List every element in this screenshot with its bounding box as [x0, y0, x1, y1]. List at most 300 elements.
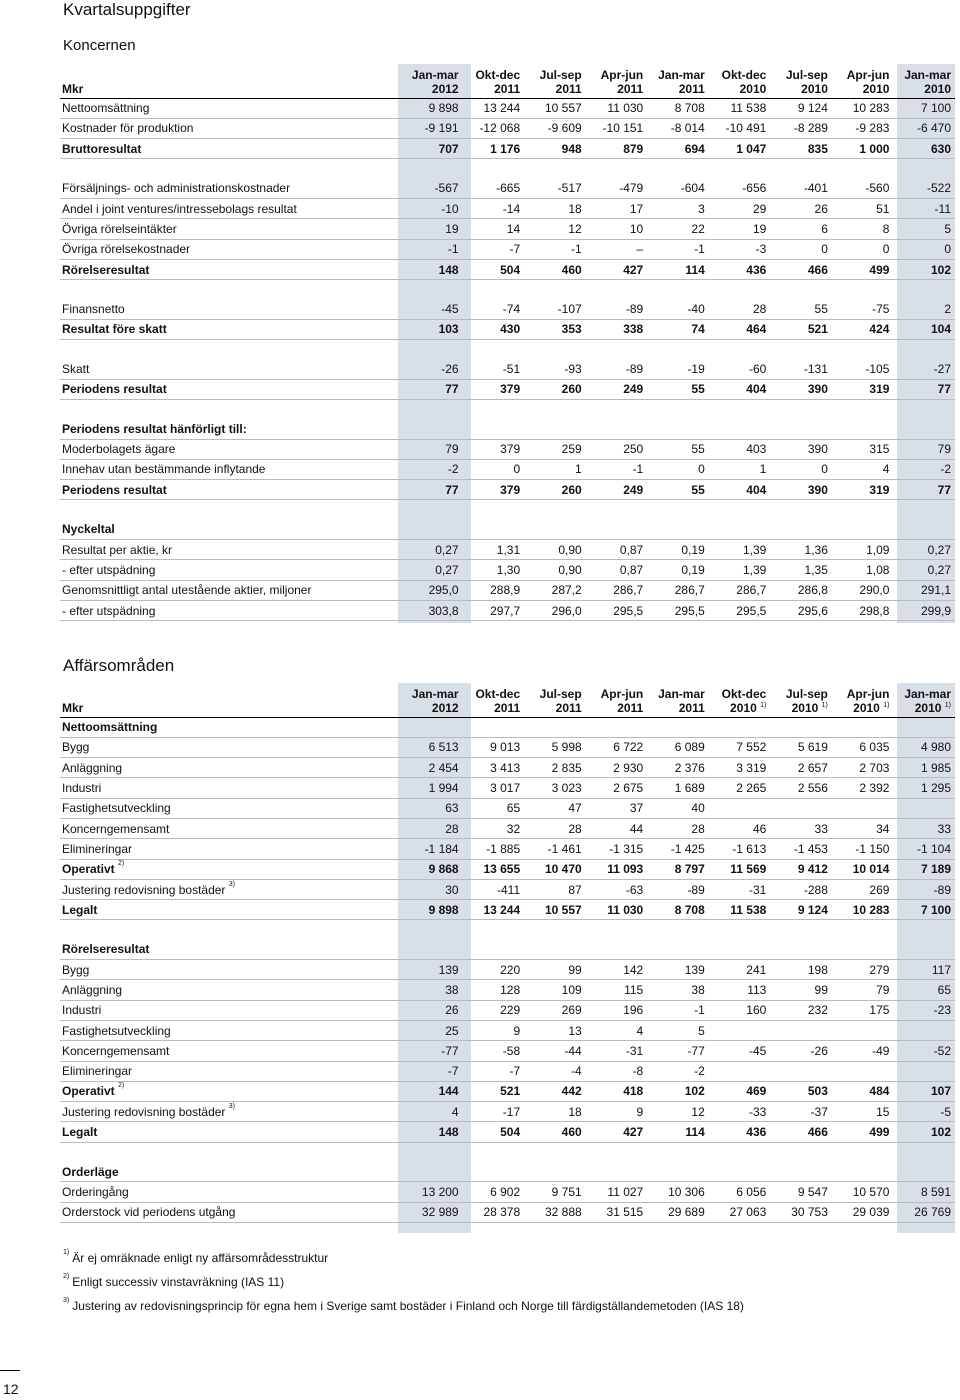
- table-cell: 11 030: [586, 900, 648, 920]
- spacer-row: [60, 280, 955, 300]
- table-cell: [832, 1061, 894, 1081]
- column-header-period: Okt-dec 2011: [463, 683, 525, 717]
- table-cell: 379: [463, 379, 525, 399]
- table-cell: 4: [832, 459, 894, 479]
- table-cell: [893, 1020, 955, 1040]
- table-cell: 0,87: [586, 540, 648, 560]
- table-cell: 299,9: [893, 600, 955, 620]
- table-cell: -45: [401, 299, 463, 319]
- table-cell: 102: [647, 1081, 709, 1101]
- footnote: [63, 1251, 328, 1265]
- row-label: Försäljnings- och administrationskostnader: [60, 179, 401, 199]
- table-cell: 1,08: [832, 560, 894, 580]
- table-cell: 286,8: [770, 580, 832, 600]
- section-title-affarsomraden: Affärsområden: [63, 656, 175, 675]
- footnote-marker: 3): [63, 1297, 70, 1304]
- table-cell: -7: [463, 1061, 525, 1081]
- table-cell: 295,5: [586, 600, 648, 620]
- table-cell: -1 184: [401, 839, 463, 859]
- table-cell: 9 868: [401, 859, 463, 879]
- footnote-marker: 2): [118, 860, 125, 868]
- table-cell: 295,6: [770, 600, 832, 620]
- section-heading-row: [60, 419, 955, 439]
- table-row: [60, 960, 955, 980]
- row-label: Moderbolagets ägare: [60, 439, 401, 459]
- table-cell: 0,19: [647, 540, 709, 560]
- table-cell: 22: [647, 219, 709, 239]
- table-cell: 9 124: [770, 98, 832, 118]
- column-header-period: Apr-jun 2010: [832, 64, 894, 98]
- row-label: Anläggning: [60, 980, 401, 1000]
- table-cell: 33: [893, 818, 955, 838]
- table-cell: [832, 1020, 894, 1040]
- footnote-marker: 1): [883, 701, 890, 709]
- table-cell: 7 189: [893, 859, 955, 879]
- table-cell: 291,1: [893, 580, 955, 600]
- table-cell: 6 513: [401, 737, 463, 757]
- table-row: [60, 560, 955, 580]
- table-cell: 3: [647, 198, 709, 218]
- table-cell: [770, 1020, 832, 1040]
- page-title: Kvartalsuppgifter: [63, 0, 191, 19]
- table-cell: -33: [709, 1102, 771, 1122]
- table-cell: -51: [463, 359, 525, 379]
- table-cell: -105: [832, 359, 894, 379]
- table-cell: -26: [770, 1041, 832, 1061]
- table-cell: -2: [401, 459, 463, 479]
- table-cell: -1 613: [709, 839, 771, 859]
- table-cell: 948: [524, 139, 586, 159]
- table-cell: 5: [647, 1020, 709, 1040]
- table-cell: -1: [586, 459, 648, 479]
- table-cell: 99: [524, 960, 586, 980]
- column-header-period: Jan-mar 2010: [893, 64, 955, 98]
- table-cell: [709, 798, 771, 818]
- footnote-text: Justering av redovisningsprincip för egna hem i Sverige samt bostäder i Finland och Norge till färdigställandemetoden (IAS 18): [72, 1299, 744, 1313]
- table-cell: 338: [586, 319, 648, 339]
- table-cell: 707: [401, 139, 463, 159]
- table-cell: -1 453: [770, 839, 832, 859]
- table-cell: 297,7: [463, 600, 525, 620]
- row-label: - efter utspädning: [60, 600, 401, 620]
- table-cell: 139: [647, 960, 709, 980]
- column-header-unit: Mkr: [60, 683, 401, 717]
- table-cell: -31: [709, 879, 771, 899]
- table-cell: 103: [401, 319, 463, 339]
- table-cell: 303,8: [401, 600, 463, 620]
- table-row: [60, 818, 955, 838]
- page-number-rule: [0, 1370, 20, 1371]
- table-cell: 9 124: [770, 900, 832, 920]
- table-cell: -12 068: [463, 118, 525, 138]
- table-cell: 148: [401, 259, 463, 279]
- table-cell: 139: [401, 960, 463, 980]
- table-cell: 13 244: [463, 98, 525, 118]
- table-cell: 1,35: [770, 560, 832, 580]
- table-cell: 12: [647, 1102, 709, 1122]
- table-cell: 879: [586, 139, 648, 159]
- table-cell: 77: [893, 480, 955, 500]
- table-cell: -107: [524, 299, 586, 319]
- table-cell: 10 470: [524, 859, 586, 879]
- section-heading: Nettoomsättning: [60, 717, 955, 737]
- table-cell: 249: [586, 480, 648, 500]
- table-cell: -4: [524, 1061, 586, 1081]
- table-cell: -77: [401, 1041, 463, 1061]
- table-cell: [893, 1061, 955, 1081]
- footnote-marker: 3): [228, 1102, 236, 1110]
- table-cell: 25: [401, 1020, 463, 1040]
- table-cell: -9 191: [401, 118, 463, 138]
- table-cell: 1: [524, 459, 586, 479]
- table-cell: -45: [709, 1041, 771, 1061]
- table-row: [60, 139, 955, 159]
- row-label: Industri: [60, 778, 401, 798]
- table-cell: 32 989: [401, 1202, 463, 1222]
- row-label: Fastighetsutveckling: [60, 1020, 401, 1040]
- table-cell: 484: [832, 1081, 894, 1101]
- table-cell: 2 930: [586, 758, 648, 778]
- table-cell: 26: [401, 1000, 463, 1020]
- table-cell: -89: [586, 359, 648, 379]
- table-cell: 427: [586, 259, 648, 279]
- table-cell: -7: [401, 1061, 463, 1081]
- table-row: [60, 737, 955, 757]
- row-label: Innehav utan bestämmande inflytande: [60, 459, 401, 479]
- table-cell: 9 013: [463, 737, 525, 757]
- table-cell: -77: [647, 1041, 709, 1061]
- table-cell: 10 014: [832, 859, 894, 879]
- table-cell: 241: [709, 960, 771, 980]
- row-label: Justering redovisning bostäder $^{3)}$: [60, 879, 401, 899]
- table-cell: 3 413: [463, 758, 525, 778]
- row-label: Periodens resultat: [60, 480, 401, 500]
- table-cell: 260: [524, 379, 586, 399]
- table-cell: 460: [524, 1122, 586, 1142]
- footnote-marker: 1): [821, 701, 828, 709]
- table-cell: -131: [770, 359, 832, 379]
- table-cell: 0,27: [893, 540, 955, 560]
- table-cell: -604: [647, 179, 709, 199]
- table-cell: 286,7: [709, 580, 771, 600]
- table-cell: -7: [463, 239, 525, 259]
- table-cell: 11 569: [709, 859, 771, 879]
- footnote-marker: 2): [63, 1273, 70, 1280]
- table-cell: -26: [401, 359, 463, 379]
- table-cell: 104: [893, 319, 955, 339]
- table-cell: -567: [401, 179, 463, 199]
- footnote-marker: 1): [944, 701, 951, 709]
- table-cell: 3 017: [463, 778, 525, 798]
- table-cell: 79: [401, 439, 463, 459]
- table-row: [60, 359, 955, 379]
- row-label: Resultat per aktie, kr: [60, 540, 401, 560]
- table-cell: 11 538: [709, 98, 771, 118]
- table-cell: 26 769: [893, 1202, 955, 1222]
- table-row: [60, 219, 955, 239]
- table-cell: -52: [893, 1041, 955, 1061]
- column-header-period: Okt-dec 2011: [463, 64, 525, 98]
- table-cell: -1: [647, 1000, 709, 1020]
- table-cell: -6 470: [893, 118, 955, 138]
- column-header-period: Jan-mar 2010 $^{1)}$: [893, 683, 955, 717]
- table-cell: 7 100: [893, 98, 955, 118]
- table-cell: -1 150: [832, 839, 894, 859]
- table-cell: 2 657: [770, 758, 832, 778]
- footnote: [63, 1275, 284, 1289]
- column-header-period: Apr-jun 2011: [586, 64, 648, 98]
- table-cell: 160: [709, 1000, 771, 1020]
- table-cell: 79: [832, 980, 894, 1000]
- table-cell: -1: [524, 239, 586, 259]
- table-cell: –: [586, 239, 648, 259]
- column-header-period: Jul-sep 2011: [524, 683, 586, 717]
- table-cell: 13: [524, 1020, 586, 1040]
- table-cell: 34: [832, 818, 894, 838]
- table-cell: 4 980: [893, 737, 955, 757]
- table-cell: -14: [463, 198, 525, 218]
- column-header-period: Jul-sep 2010: [770, 64, 832, 98]
- table-row: [60, 179, 955, 199]
- table-cell: -8 014: [647, 118, 709, 138]
- table-cell: 113: [709, 980, 771, 1000]
- table-row: [60, 259, 955, 279]
- table-row: [60, 1061, 955, 1081]
- table-row: [60, 480, 955, 500]
- table-cell: 1,39: [709, 560, 771, 580]
- table-cell: 2 556: [770, 778, 832, 798]
- table-cell: 2 265: [709, 778, 771, 798]
- table-cell: 55: [647, 379, 709, 399]
- table-cell: 1,36: [770, 540, 832, 560]
- table-cell: 0,90: [524, 540, 586, 560]
- row-label: Andel i joint ventures/intressebolags resultat: [60, 198, 401, 218]
- row-label: Elimineringar: [60, 839, 401, 859]
- table-cell: 418: [586, 1081, 648, 1101]
- table-cell: 8 708: [647, 900, 709, 920]
- table-cell: 1 295: [893, 778, 955, 798]
- table-cell: 469: [709, 1081, 771, 1101]
- table-cell: 503: [770, 1081, 832, 1101]
- table-cell: -411: [463, 879, 525, 899]
- table-row: [60, 319, 955, 339]
- table-cell: 9 547: [770, 1182, 832, 1202]
- table-cell: 403: [709, 439, 771, 459]
- table-cell: 11 538: [709, 900, 771, 920]
- table-cell: 114: [647, 259, 709, 279]
- table-cell: -8: [586, 1061, 648, 1081]
- table-cell: 74: [647, 319, 709, 339]
- table-cell: 79: [893, 439, 955, 459]
- column-header-period: Jan-mar 2011: [647, 683, 709, 717]
- row-label: Legalt: [60, 1122, 401, 1142]
- table-cell: 504: [463, 1122, 525, 1142]
- table-cell: 2 376: [647, 758, 709, 778]
- table-cell: 0: [770, 459, 832, 479]
- row-label: Bruttoresultat: [60, 139, 401, 159]
- table-row: [60, 1182, 955, 1202]
- table-cell: 319: [832, 379, 894, 399]
- table-cell: 5: [893, 219, 955, 239]
- table-cell: 10 557: [524, 900, 586, 920]
- table-cell: 1 689: [647, 778, 709, 798]
- table-cell: 31 515: [586, 1202, 648, 1222]
- table-cell: -665: [463, 179, 525, 199]
- table-row: [60, 798, 955, 818]
- table-cell: 1,30: [463, 560, 525, 580]
- row-label: Operativt $^{2)}$: [60, 1081, 401, 1101]
- spacer-row: [60, 159, 955, 179]
- footnote-marker: 1): [760, 701, 767, 709]
- table-cell: 102: [893, 259, 955, 279]
- table-cell: 55: [647, 439, 709, 459]
- table-cell: [709, 1020, 771, 1040]
- table-row: [60, 758, 955, 778]
- table-cell: 109: [524, 980, 586, 1000]
- table-cell: 249: [586, 379, 648, 399]
- table-cell: -656: [709, 179, 771, 199]
- table-row: [60, 118, 955, 138]
- table-cell: 198: [770, 960, 832, 980]
- table-row: [60, 1020, 955, 1040]
- table-cell: 63: [401, 798, 463, 818]
- table-row: [60, 459, 955, 479]
- table-cell: 11 027: [586, 1182, 648, 1202]
- table-row: [60, 98, 955, 118]
- table-cell: 427: [586, 1122, 648, 1142]
- table-cell: 1 994: [401, 778, 463, 798]
- table-cell: 259: [524, 439, 586, 459]
- table-cell: 630: [893, 139, 955, 159]
- table-cell: 19: [401, 219, 463, 239]
- table-cell: [770, 798, 832, 818]
- table-cell: 10 283: [832, 98, 894, 118]
- table-cell: 353: [524, 319, 586, 339]
- table-cell: 27 063: [709, 1202, 771, 1222]
- table-cell: 2 703: [832, 758, 894, 778]
- spacer-row: [60, 920, 955, 940]
- table-cell: 29 689: [647, 1202, 709, 1222]
- column-header-period: Okt-dec 2010 $^{1)}$: [709, 683, 771, 717]
- table-cell: 2 675: [586, 778, 648, 798]
- row-label: Industri: [60, 1000, 401, 1020]
- table-cell: 65: [893, 980, 955, 1000]
- section-heading: Periodens resultat hänförligt till:: [60, 419, 955, 439]
- table-cell: 6 056: [709, 1182, 771, 1202]
- table-cell: 18: [524, 1102, 586, 1122]
- table-cell: 295,5: [709, 600, 771, 620]
- table-cell: -60: [709, 359, 771, 379]
- footnote-marker: 2): [118, 1082, 125, 1090]
- table-cell: 99: [770, 980, 832, 1000]
- table-cell: -9 609: [524, 118, 586, 138]
- table-cell: 19: [709, 219, 771, 239]
- table-cell: 9 898: [401, 900, 463, 920]
- table-cell: -1: [401, 239, 463, 259]
- table-cell: 466: [770, 259, 832, 279]
- table-cell: 13 200: [401, 1182, 463, 1202]
- section-heading: Nyckeltal: [60, 520, 955, 540]
- table-cell: 26: [770, 198, 832, 218]
- table-cell: -8 289: [770, 118, 832, 138]
- table-cell: 436: [709, 259, 771, 279]
- table-cell: 379: [463, 480, 525, 500]
- table-cell: 148: [401, 1122, 463, 1142]
- table-cell: 1,31: [463, 540, 525, 560]
- koncernen-table: [60, 64, 955, 621]
- column-header-period: Apr-jun 2011: [586, 683, 648, 717]
- table-cell: 835: [770, 139, 832, 159]
- row-label: Anläggning: [60, 758, 401, 778]
- table-cell: 5 998: [524, 737, 586, 757]
- table-cell: 77: [401, 379, 463, 399]
- table-row: [60, 379, 955, 399]
- table-cell: 269: [524, 1000, 586, 1020]
- table-cell: [709, 1061, 771, 1081]
- table-cell: 37: [586, 798, 648, 818]
- table-cell: 694: [647, 139, 709, 159]
- footnote-text: Är ej omräknade enligt ny affärsområdesstruktur: [72, 1251, 329, 1265]
- row-label: Genomsnittligt antal utestående aktier, miljoner: [60, 580, 401, 600]
- row-label: Periodens resultat: [60, 379, 401, 399]
- row-label: Orderstock vid periodens utgång: [60, 1202, 401, 1222]
- row-label: Resultat före skatt: [60, 319, 401, 339]
- table-cell: 6: [770, 219, 832, 239]
- table-cell: 47: [524, 798, 586, 818]
- section-heading-row: [60, 1162, 955, 1182]
- table-row: [60, 1081, 955, 1101]
- table-row: [60, 1041, 955, 1061]
- row-label: Orderingång: [60, 1182, 401, 1202]
- table-cell: 315: [832, 439, 894, 459]
- table-cell: -93: [524, 359, 586, 379]
- table-cell: 117: [893, 960, 955, 980]
- table-cell: -517: [524, 179, 586, 199]
- table-cell: 1 047: [709, 139, 771, 159]
- table-cell: -89: [586, 299, 648, 319]
- section-heading-row: [60, 520, 955, 540]
- table-cell: 287,2: [524, 580, 586, 600]
- row-label: Bygg: [60, 960, 401, 980]
- column-header-period: Jan-mar 2012: [401, 64, 463, 98]
- table-cell: 6 722: [586, 737, 648, 757]
- table-cell: 5 619: [770, 737, 832, 757]
- table-cell: 0,90: [524, 560, 586, 580]
- table-cell: -2: [647, 1061, 709, 1081]
- table-cell: -1 315: [586, 839, 648, 859]
- row-label: Övriga rörelsekostnader: [60, 239, 401, 259]
- table-cell: 142: [586, 960, 648, 980]
- column-header-period: Jan-mar 2011: [647, 64, 709, 98]
- table-cell: 1,39: [709, 540, 771, 560]
- table-cell: -49: [832, 1041, 894, 1061]
- row-label: Legalt: [60, 900, 401, 920]
- table-cell: 33: [770, 818, 832, 838]
- row-label: Rörelseresultat: [60, 259, 401, 279]
- table-cell: 404: [709, 480, 771, 500]
- table-cell: -1: [647, 239, 709, 259]
- section-heading-row: [60, 940, 955, 960]
- table-cell: 4: [401, 1102, 463, 1122]
- table-cell: 9 412: [770, 859, 832, 879]
- table-cell: -9 283: [832, 118, 894, 138]
- table-row: [60, 900, 955, 920]
- row-label: Fastighetsutveckling: [60, 798, 401, 818]
- table-cell: -11: [893, 198, 955, 218]
- table-cell: 2 835: [524, 758, 586, 778]
- table-cell: 0: [893, 239, 955, 259]
- table-cell: 7 552: [709, 737, 771, 757]
